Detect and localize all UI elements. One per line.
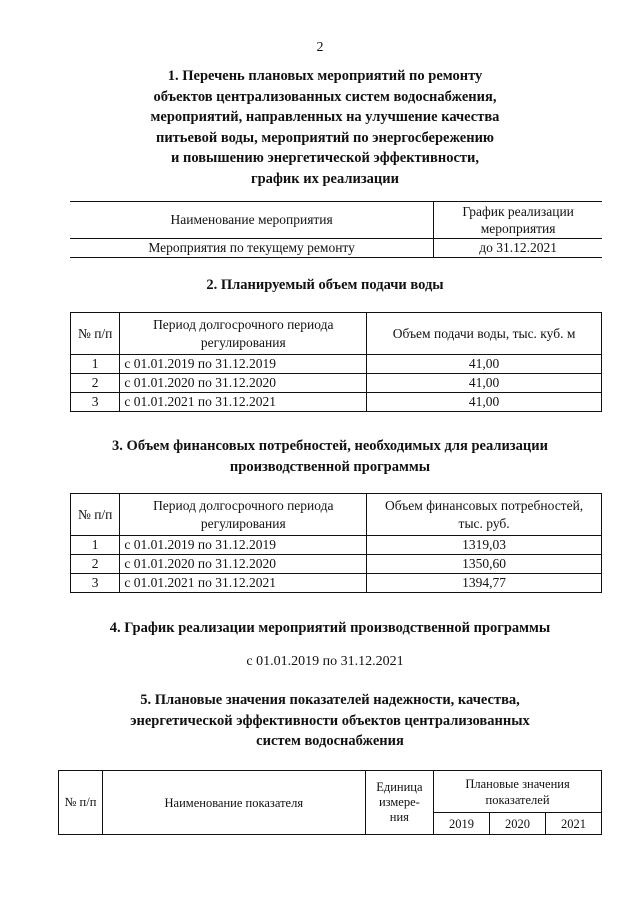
- section3-title-line: производственной программы: [229, 458, 431, 475]
- header-volume: Объем подачи воды, тыс. куб. м: [367, 313, 602, 355]
- row-finance: 1319,03: [367, 536, 602, 555]
- header-unit: Единица измере-ния: [365, 771, 433, 835]
- header-year: 2021: [546, 813, 602, 835]
- section1-title-line: и повышению энергетической эффективности,: [171, 150, 479, 166]
- section5-title: [40, 690, 620, 752]
- row-period: с 01.01.2019 по 31.12.2019: [120, 355, 367, 374]
- table-row: [71, 393, 602, 412]
- header-year: 2019: [434, 813, 490, 835]
- activities-table: [70, 201, 602, 258]
- row-period: с 01.01.2021 по 31.12.2021: [120, 574, 367, 593]
- table-header-row: [70, 202, 602, 239]
- section5-title-line: 5. Плановые значения показателей надежности, качества,: [140, 692, 520, 708]
- row-finance: 1394,77: [367, 574, 602, 593]
- section1-title-line: 1. Перечень плановых мероприятий по ремонту: [167, 68, 483, 84]
- table-header-row: [59, 771, 602, 813]
- section1-title-line: мероприятий, направленных на улучшение качества: [150, 109, 500, 125]
- row-finance: 1350,60: [367, 555, 602, 574]
- row-volume: 41,00: [367, 355, 602, 374]
- row-volume: 41,00: [367, 374, 602, 393]
- section5-title-line: энергетической эффективности объектов централизованных: [130, 712, 530, 729]
- row-volume: 41,00: [367, 393, 602, 412]
- financial-needs-table: [70, 493, 602, 593]
- indicators-table: [58, 770, 602, 835]
- header-year: 2020: [490, 813, 546, 835]
- row-period: с 01.01.2019 по 31.12.2019: [120, 536, 367, 555]
- header-period: Период долгосрочного периода регулирования: [120, 494, 367, 536]
- table-header-row: [71, 313, 602, 355]
- section3-title: [50, 436, 610, 477]
- header-number: № п/п: [71, 494, 120, 536]
- section3-title-line: 3. Объем финансовых потребностей, необходимых для реализации: [112, 438, 548, 454]
- section2-title: 2. Планируемый объем подачи воды: [206, 277, 444, 293]
- table-header-row: [71, 494, 602, 536]
- activity-schedule: до 31.12.2021: [434, 239, 602, 258]
- header-schedule: График реализации мероприятия: [434, 202, 602, 239]
- table-row: [71, 555, 602, 574]
- row-number: 1: [71, 355, 120, 374]
- row-period: с 01.01.2021 по 31.12.2021: [120, 393, 367, 412]
- table-row: [71, 536, 602, 555]
- activity-name: Мероприятия по текущему ремонту: [70, 239, 434, 258]
- section4-period: с 01.01.2019 по 31.12.2021: [246, 654, 404, 669]
- header-period: Период долгосрочного периода регулирования: [120, 313, 367, 355]
- section4-title: 4. График реализации мероприятий производственной программы: [109, 620, 551, 636]
- section1-title-line: питьевой воды, мероприятий по энергосбережению: [155, 129, 495, 146]
- section1-title-line: объектов централизованных систем водоснабжения,: [153, 88, 497, 105]
- row-number: 3: [71, 393, 120, 412]
- table-row: [70, 239, 602, 258]
- row-number: 2: [71, 374, 120, 393]
- header-activity-name: Наименование мероприятия: [70, 202, 434, 239]
- section5-title-line: систем водоснабжения: [256, 733, 404, 749]
- table-row: [71, 374, 602, 393]
- header-indicator-name: Наименование показателя: [102, 771, 365, 835]
- section1-title: [60, 66, 590, 189]
- row-number: 2: [71, 555, 120, 574]
- section1-title-line: график их реализации: [250, 170, 399, 187]
- table-row: [71, 355, 602, 374]
- page-number: 2: [316, 40, 324, 55]
- water-supply-table: [70, 312, 602, 412]
- header-number: № п/п: [71, 313, 120, 355]
- header-number: № п/п: [59, 771, 103, 835]
- row-number: 3: [71, 574, 120, 593]
- table-row: [71, 574, 602, 593]
- row-period: с 01.01.2020 по 31.12.2020: [120, 374, 367, 393]
- row-number: 1: [71, 536, 120, 555]
- header-finance: Объем финансовых потребностей, тыс. руб.: [367, 494, 602, 536]
- row-period: с 01.01.2020 по 31.12.2020: [120, 555, 367, 574]
- header-planned-values: Плановые значения показателей: [434, 771, 602, 813]
